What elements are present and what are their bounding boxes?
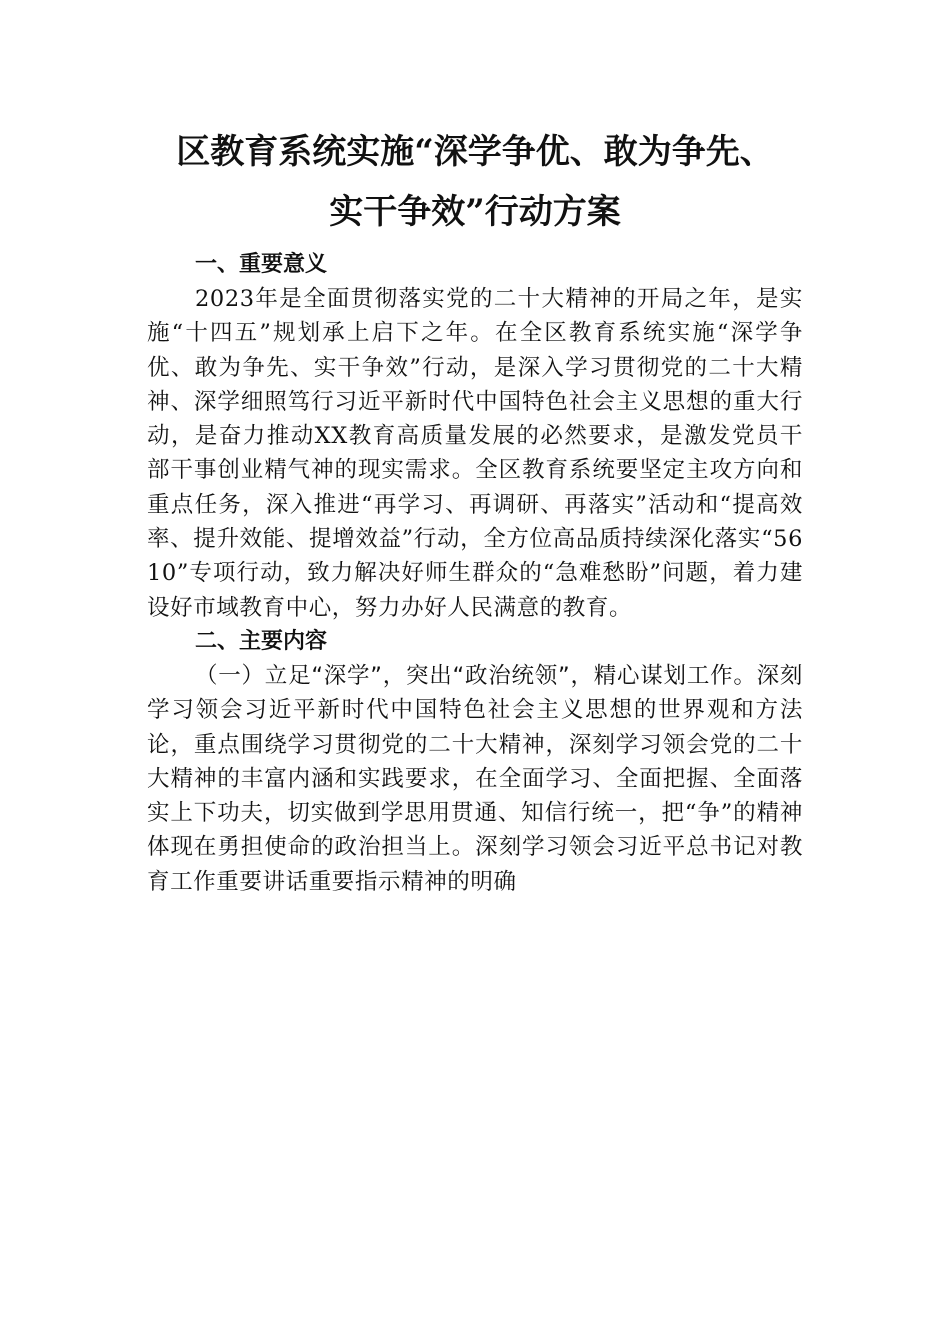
section-1-paragraph: 2023年是全面贯彻落实党的二十大精神的开局之年，是实施“十四五”规划承上启下之年。在全区教育系统实施“深学争优、敢为争先、实干争效”行动，是深入学习贯彻党的二十大精神、深学细照笃行习近平新时代中国特色社会主义思想的重大行动，是奋力推动XX教育高质量发展的必然要求，是激发党员干部干事创业精气神的现实需求。全区教育系统要坚定主攻方向和重点任务，深入推进“再学习、再调研、再落实”活动和“提高效率、提升效能、提增效益”行动，全方位高品质持续深化落实“5610”专项行动，致力解决好师生群众的“急难愁盼”问题，着力建设好市域教育中心，努力办好人民满意的教育。 <box>147 286 803 621</box>
section-2-sub-heading: （一）立足“深学”，突出“政治统领”，精心谋划工作。 <box>195 662 757 689</box>
section-2-body-text: 深刻学习领会习近平新时代中国特色社会主义思想的世界观和方法论，重点围绕学习贯彻党的二十大精神，深刻学习领会党的二十大精神的丰富内涵和实践要求，在全面学习、全面把握、全面落实上下功夫，切实做到学思用贯通、知信行统一，把“争”的精神体现在勇担使命的政治担当上。深刻学习领会习近平总书记对教育工作重要讲话重要指示精神的明确 <box>147 662 803 895</box>
document-title-line-2: 实干争效”行动方案 <box>329 192 621 232</box>
section-1-heading: 一、重要意义 <box>195 252 328 277</box>
section-2-paragraph-1 <box>147 659 803 899</box>
section-2-heading: 二、主要内容 <box>195 628 328 654</box>
document-page <box>147 122 803 899</box>
document-title <box>147 122 803 242</box>
document-title-line-1: 区教育系统实施“深学争优、敢为争先、 <box>176 132 774 172</box>
